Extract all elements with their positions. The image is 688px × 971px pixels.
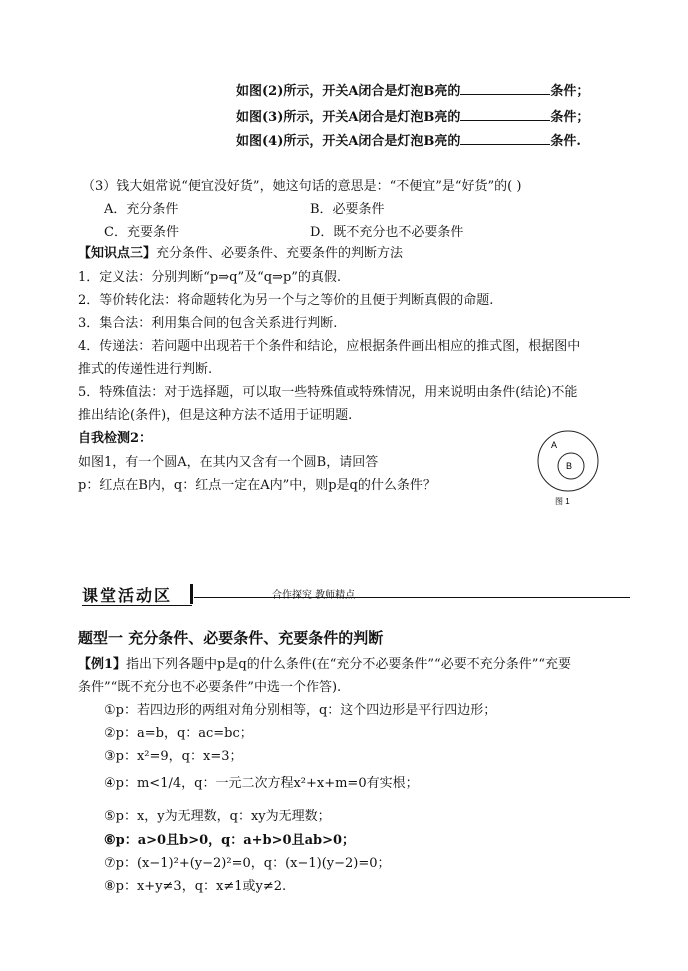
example-1-text: 指出下列各题中p是q的什么条件(在“充分不必要条件”“必要不充分条件”“充要 <box>126 657 571 672</box>
answer-blank-3[interactable] <box>460 132 550 145</box>
nested-circles-diagram <box>535 428 605 508</box>
topic-1-title: 题型一 充分条件、必要条件、充要条件的判断 <box>78 629 384 647</box>
fill-line-1-suffix: 条件； <box>550 84 590 99</box>
example-1-line-1 <box>78 653 571 672</box>
option-c[interactable]: C．充要条件 <box>104 225 179 240</box>
answer-blank-1[interactable] <box>460 82 550 95</box>
fill-line-2-suffix: 条件； <box>550 110 590 125</box>
circle-a-label: A <box>551 440 558 450</box>
example-item-5: ⑤p：x，y为无理数，q：xy为无理数； <box>104 809 331 824</box>
section-banner-title: 课堂活动区 <box>82 586 173 605</box>
method-1: 1．定义法：分别判断“p⇒q”及“q⇒p”的真假. <box>78 270 342 285</box>
question-3-stem: （3）钱大姐常说“便宜没好货”，她这句话的意思是：“不便宜”是“好货”的( ) <box>82 179 522 194</box>
circle-b-label: B <box>566 461 573 471</box>
option-d[interactable]: D．既不充分也不必要条件 <box>310 225 464 240</box>
knowledge-point-3-heading <box>78 242 403 261</box>
method-3: 3．集合法：利用集合间的包含关系进行判断. <box>78 316 338 331</box>
fill-line-3-prefix: 如图(4)所示，开关A闭合是灯泡B亮的 <box>236 134 461 149</box>
example-item-8: ⑧p：x+y≠3，q：x≠1或y≠2. <box>104 879 287 894</box>
section-banner-subtitle: 合作探究 教师精点 <box>272 590 356 601</box>
example-item-1: ①p：若四边形的两组对角分别相等，q：这个四边形是平行四边形； <box>104 703 497 718</box>
answer-blank-2[interactable] <box>460 108 550 121</box>
method-4-line-1: 4．传递法：若问题中出现若干个条件和结论，应根据条件画出相应的推式图，根据图中 <box>78 339 581 354</box>
self-check-heading: 自我检测2： <box>78 431 153 446</box>
method-4-line-2: 推式的传递性进行判断. <box>78 362 213 377</box>
example-item-6: ⑥p：a>0且b>0，q：a+b>0且ab>0； <box>104 833 356 848</box>
method-5-line-1: 5．特殊值法：对于选择题，可以取一些特殊值或特殊情况，用来说明由条件(结论)不能 <box>78 385 578 400</box>
example-item-3: ③p：x²=9，q：x=3； <box>104 749 243 764</box>
fill-line-2-prefix: 如图(3)所示，开关A闭合是灯泡B亮的 <box>236 110 461 125</box>
figure-1 <box>535 428 605 508</box>
figure-1-caption: 图 1 <box>555 497 570 506</box>
option-b[interactable]: B．必要条件 <box>310 202 385 217</box>
banner-rule <box>194 597 630 598</box>
self-check-line-2: p：红点在B内，q：红点一定在A内”中，则p是q的什么条件？ <box>78 478 436 493</box>
fill-line-3-suffix: 条件. <box>550 134 581 149</box>
method-2: 2．等价转化法：将命题转化为另一个与之等价的且便于判断真假的命题. <box>78 293 494 308</box>
fill-line-1-prefix: 如图(2)所示，开关A闭合是灯泡B亮的 <box>236 84 461 99</box>
fill-line-3 <box>236 130 581 149</box>
banner-underline <box>82 605 192 606</box>
example-1-line-2: 条件”“既不充分也不必要条件”中选一个作答). <box>78 680 342 695</box>
example-item-7: ⑦p：(x−1)²+(y−2)²=0，q：(x−1)(y−2)=0； <box>104 856 391 871</box>
banner-divider-bar <box>190 584 193 604</box>
method-5-line-2: 推出结论(条件)，但是这种方法不适用于证明题. <box>78 408 353 423</box>
example-item-2: ②p：a=b，q：ac=bc； <box>104 726 253 741</box>
example-item-4: ④p：m<1/4，q：一元二次方程x²+x+m=0有实根； <box>104 776 419 791</box>
self-check-line-1: 如图1，有一个圆A，在其内又含有一个圆B，请回答 <box>78 455 379 470</box>
fill-line-2 <box>236 106 589 125</box>
fill-line-1 <box>236 80 589 99</box>
knowledge-point-3-label: 【知识点三】 <box>78 246 157 261</box>
knowledge-point-3-title: 充分条件、必要条件、充要条件的判断方法 <box>156 246 404 261</box>
example-1-label: 【例1】 <box>78 657 127 672</box>
option-a[interactable]: A．充分条件 <box>104 202 179 217</box>
